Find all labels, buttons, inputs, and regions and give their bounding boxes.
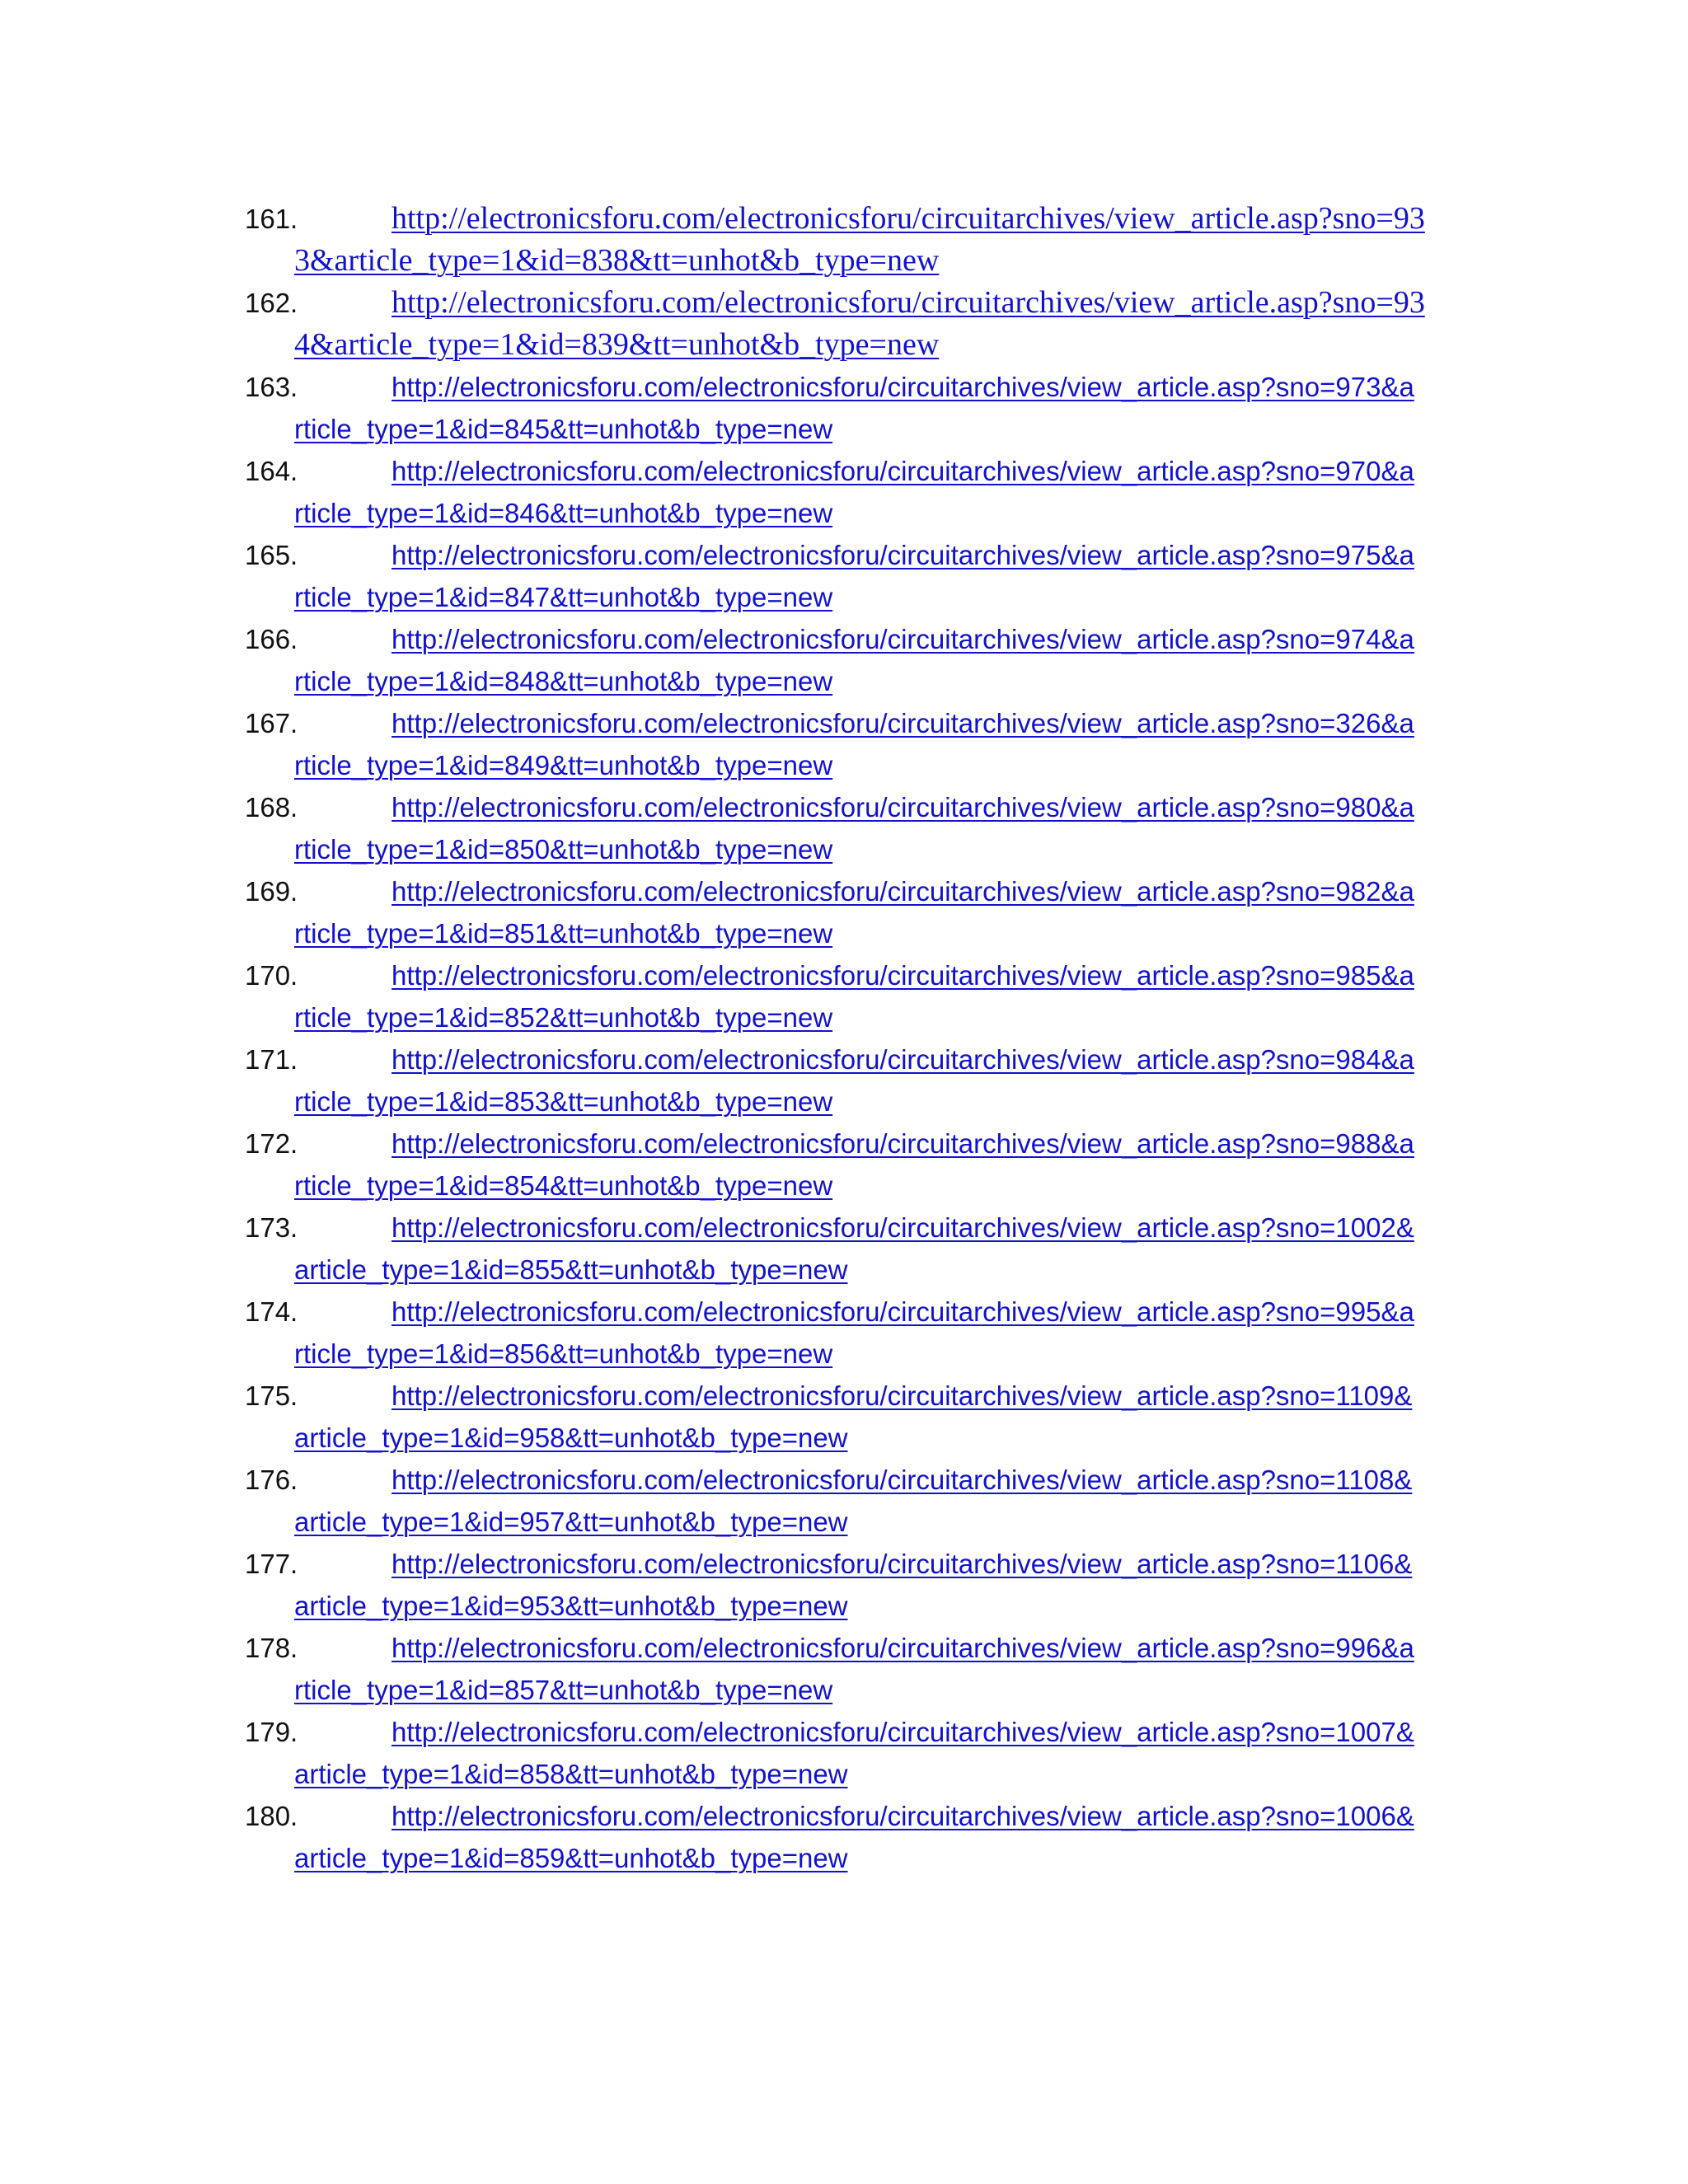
reference-item [0, 366, 1688, 450]
reference-link-line-1: http://electronicsforu.com/electronicsforu/circuitarchives/view_article.asp?sno=1006& [392, 1801, 1414, 1831]
reference-link[interactable] [294, 1207, 1473, 1291]
reference-item [0, 198, 1688, 282]
reference-item [0, 1795, 1688, 1879]
reference-link[interactable] [294, 366, 1473, 450]
reference-link-line-2: article_type=1&id=957&tt=unhot&b_type=new [294, 1507, 848, 1537]
reference-link-line-2: rticle_type=1&id=848&tt=unhot&b_type=new [294, 666, 833, 696]
reference-link[interactable] [294, 1291, 1473, 1375]
reference-number: 167. [245, 708, 298, 738]
reference-number: 173. [245, 1212, 298, 1243]
reference-link[interactable] [294, 1627, 1473, 1711]
reference-item [0, 618, 1688, 702]
reference-link-line-2: rticle_type=1&id=853&tt=unhot&b_type=new [294, 1086, 833, 1117]
reference-link-line-2: rticle_type=1&id=849&tt=unhot&b_type=new [294, 750, 833, 780]
reference-link-line-1: http://electronicsforu.com/electronicsforu/circuitarchives/view_article.asp?sno=93 [392, 201, 1425, 236]
reference-link-line-2: article_type=1&id=858&tt=unhot&b_type=new [294, 1759, 848, 1789]
reference-link-line-2: 4&article_type=1&id=839&tt=unhot&b_type=new [294, 327, 940, 362]
reference-item [0, 1627, 1688, 1711]
reference-link-line-1: http://electronicsforu.com/electronicsforu/circuitarchives/view_article.asp?sno=975&a [392, 540, 1414, 570]
reference-item [0, 1375, 1688, 1459]
reference-link-line-2: rticle_type=1&id=847&tt=unhot&b_type=new [294, 582, 833, 612]
reference-number: 161. [245, 204, 298, 234]
reference-link-line-1: http://electronicsforu.com/electronicsforu/circuitarchives/view_article.asp?sno=995&a [392, 1296, 1414, 1327]
reference-number: 165. [245, 540, 298, 570]
reference-item [0, 870, 1688, 954]
reference-link-line-1: http://electronicsforu.com/electronicsforu/circuitarchives/view_article.asp?sno=973&a [392, 372, 1414, 402]
reference-link-line-1: http://electronicsforu.com/electronicsforu/circuitarchives/view_article.asp?sno=984&a [392, 1044, 1414, 1075]
reference-link-line-2: rticle_type=1&id=852&tt=unhot&b_type=new [294, 1002, 833, 1033]
reference-link-line-2: 3&article_type=1&id=838&tt=unhot&b_type=new [294, 243, 940, 278]
reference-link-line-1: http://electronicsforu.com/electronicsforu/circuitarchives/view_article.asp?sno=970&a [392, 456, 1414, 486]
reference-link[interactable] [294, 702, 1473, 786]
reference-link-line-1: http://electronicsforu.com/electronicsforu/circuitarchives/view_article.asp?sno=974&a [392, 624, 1414, 654]
reference-item [0, 282, 1688, 366]
reference-number: 177. [245, 1549, 298, 1579]
reference-link-line-1: http://electronicsforu.com/electronicsforu/circuitarchives/view_article.asp?sno=988&a [392, 1128, 1414, 1159]
reference-number: 164. [245, 456, 298, 486]
reference-link-line-1: http://electronicsforu.com/electronicsforu/circuitarchives/view_article.asp?sno=1007& [392, 1717, 1414, 1747]
reference-link[interactable] [294, 954, 1473, 1038]
reference-item [0, 1459, 1688, 1543]
reference-item [0, 1543, 1688, 1627]
reference-number: 166. [245, 624, 298, 654]
reference-number: 179. [245, 1717, 298, 1747]
reference-link-line-2: rticle_type=1&id=845&tt=unhot&b_type=new [294, 414, 833, 444]
reference-link-line-1: http://electronicsforu.com/electronicsforu/circuitarchives/view_article.asp?sno=326&a [392, 708, 1414, 738]
reference-number: 180. [245, 1801, 298, 1831]
reference-link[interactable] [294, 1122, 1473, 1207]
reference-item [0, 702, 1688, 786]
reference-item [0, 1038, 1688, 1122]
reference-number: 178. [245, 1633, 298, 1663]
reference-item [0, 1291, 1688, 1375]
reference-number: 172. [245, 1128, 298, 1159]
reference-number: 162. [245, 288, 298, 318]
reference-link[interactable] [294, 1375, 1473, 1459]
reference-number: 176. [245, 1465, 298, 1495]
reference-item [0, 1122, 1688, 1207]
reference-link[interactable] [294, 1711, 1473, 1795]
reference-link-line-2: rticle_type=1&id=850&tt=unhot&b_type=new [294, 834, 833, 865]
reference-number: 170. [245, 960, 298, 991]
reference-item [0, 1711, 1688, 1795]
reference-link-line-2: article_type=1&id=958&tt=unhot&b_type=new [294, 1422, 848, 1453]
reference-link-line-1: http://electronicsforu.com/electronicsforu/circuitarchives/view_article.asp?sno=996&a [392, 1633, 1414, 1663]
reference-link-line-1: http://electronicsforu.com/electronicsforu/circuitarchives/view_article.asp?sno=1109& [392, 1380, 1413, 1411]
reference-link-line-2: rticle_type=1&id=856&tt=unhot&b_type=new [294, 1338, 833, 1369]
reference-link-line-1: http://electronicsforu.com/electronicsforu/circuitarchives/view_article.asp?sno=980&a [392, 792, 1414, 823]
reference-link-line-2: rticle_type=1&id=857&tt=unhot&b_type=new [294, 1675, 833, 1705]
reference-link-line-1: http://electronicsforu.com/electronicsforu/circuitarchives/view_article.asp?sno=93 [392, 285, 1425, 320]
reference-number: 168. [245, 792, 298, 823]
reference-number: 169. [245, 876, 298, 907]
reference-link-line-2: article_type=1&id=953&tt=unhot&b_type=new [294, 1591, 848, 1621]
reference-link[interactable] [294, 1543, 1473, 1627]
reference-link[interactable] [294, 1459, 1473, 1543]
reference-number: 175. [245, 1380, 298, 1411]
reference-link-line-1: http://electronicsforu.com/electronicsforu/circuitarchives/view_article.asp?sno=985&a [392, 960, 1414, 991]
reference-link[interactable] [294, 534, 1473, 618]
reference-link[interactable] [294, 1038, 1473, 1122]
reference-link[interactable] [294, 870, 1473, 954]
reference-link-line-1: http://electronicsforu.com/electronicsforu/circuitarchives/view_article.asp?sno=982&a [392, 876, 1414, 907]
reference-link-line-2: article_type=1&id=859&tt=unhot&b_type=new [294, 1843, 848, 1873]
reference-link-line-2: article_type=1&id=855&tt=unhot&b_type=new [294, 1254, 848, 1285]
reference-number: 171. [245, 1044, 298, 1075]
reference-item [0, 534, 1688, 618]
reference-link[interactable] [294, 282, 1473, 366]
reference-link[interactable] [294, 1795, 1473, 1879]
reference-link-line-2: rticle_type=1&id=846&tt=unhot&b_type=new [294, 498, 833, 528]
reference-link-line-2: rticle_type=1&id=854&tt=unhot&b_type=new [294, 1170, 833, 1201]
reference-link-line-2: rticle_type=1&id=851&tt=unhot&b_type=new [294, 918, 833, 949]
reference-link-line-1: http://electronicsforu.com/electronicsforu/circuitarchives/view_article.asp?sno=1108& [392, 1465, 1413, 1495]
reference-link-line-1: http://electronicsforu.com/electronicsforu/circuitarchives/view_article.asp?sno=1106& [392, 1549, 1413, 1579]
reference-link[interactable] [294, 618, 1473, 702]
reference-number: 163. [245, 372, 298, 402]
reference-link[interactable] [294, 198, 1473, 282]
reference-item [0, 450, 1688, 534]
reference-item [0, 954, 1688, 1038]
reference-list [0, 198, 1688, 1879]
reference-item [0, 1207, 1688, 1291]
reference-number: 174. [245, 1296, 298, 1327]
reference-item [0, 786, 1688, 870]
reference-link[interactable] [294, 786, 1473, 870]
reference-link-line-1: http://electronicsforu.com/electronicsforu/circuitarchives/view_article.asp?sno=1002& [392, 1212, 1414, 1243]
reference-link[interactable] [294, 450, 1473, 534]
